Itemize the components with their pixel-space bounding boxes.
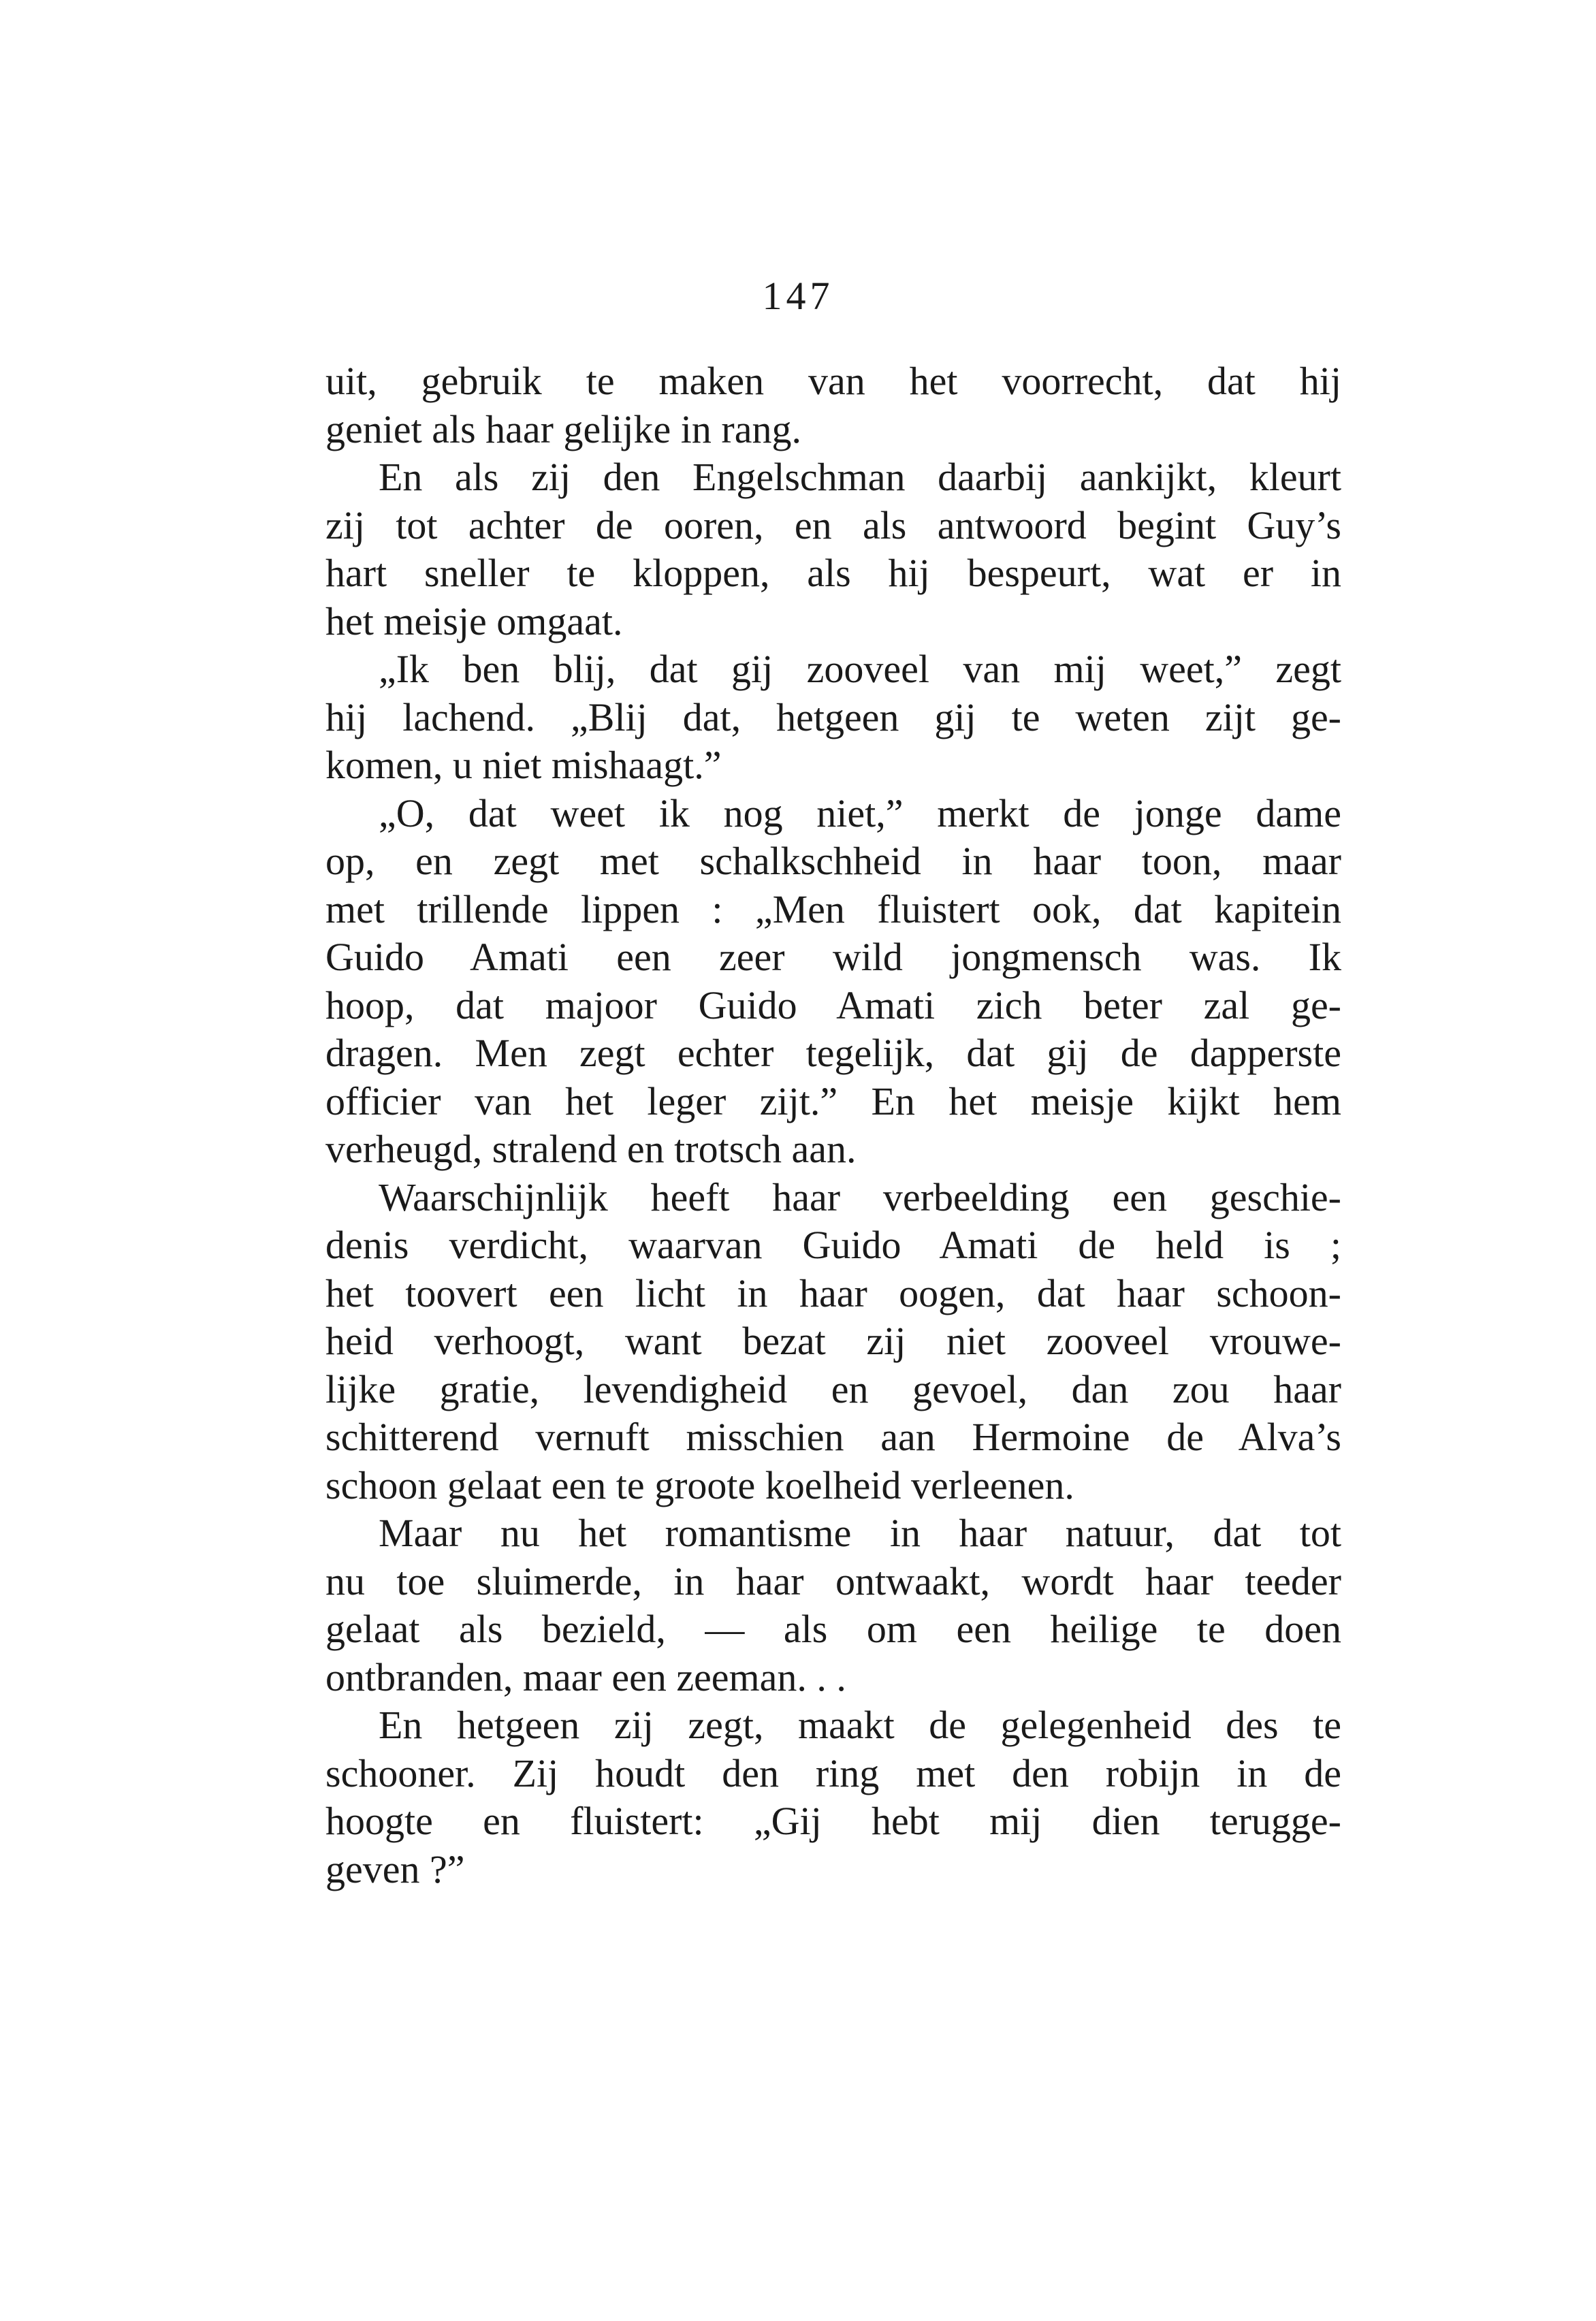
text-line: nu toe sluimerde, in haar ontwaakt, wordt haar teeder	[325, 1558, 1341, 1603]
text-line: „O, dat weet ik nog niet,” merkt de jonge dame	[379, 790, 1341, 835]
text-line: met trillende lippen : „Men fluistert ook, dat kapitein	[325, 886, 1341, 931]
text-line: het toovert een licht in haar oogen, dat haar schoon-	[325, 1270, 1341, 1315]
text-line: op, en zegt met schalkschheid in haar toon, maar	[325, 839, 1341, 883]
text-line: hoogte en fluistert: „Gij hebt mij dien terugge-	[325, 1799, 1341, 1843]
text-line: komen, u niet mishaagt.”	[325, 743, 722, 787]
text-line: denis verdicht, waarvan Guido Amati de held is ;	[325, 1223, 1341, 1267]
text-line: dragen. Men zegt echter tegelijk, dat gij de dapperste	[325, 1031, 1341, 1075]
text-line: En hetgeen zij zegt, maakt de gelegenheid des te	[379, 1703, 1341, 1747]
text-line: Guido Amati een zeer wild jongmensch was. Ik	[325, 935, 1341, 979]
text-line: „Ik ben blij, dat gij zooveel van mij weet,” zegt	[379, 647, 1341, 691]
text-line: hart sneller te kloppen, als hij bespeurt, wat er in	[325, 551, 1341, 595]
text-line: schitterend vernuft misschien aan Hermoine de Alva’s	[325, 1415, 1341, 1459]
text-line: schoon gelaat een te groote koelheid verleenen.	[325, 1462, 1074, 1507]
text-line: gelaat als bezield, — als om een heilige te doen	[325, 1607, 1341, 1651]
page-number: 147	[762, 274, 834, 318]
text-line: hoop, dat majoor Guido Amati zich beter zal ge-	[325, 982, 1341, 1027]
text-line: hij lachend. „Blij dat, hetgeen gij te weten zijt ge-	[325, 694, 1341, 739]
text-line: ontbranden, maar een zeeman. . .	[325, 1654, 846, 1699]
text-line: Maar nu het romantisme in haar natuur, dat tot	[379, 1511, 1341, 1555]
text-line: lijke gratie, levendigheid en gevoel, dan zou haar	[325, 1366, 1341, 1411]
text-line: verheugd, stralend en trotsch aan.	[325, 1127, 857, 1171]
text-line: uit, gebruik te maken van het voorrecht, dat hij	[325, 359, 1341, 403]
text-line: zij tot achter de ooren, en als antwoord begint Guy’s	[325, 502, 1341, 547]
text-line: heid verhoogt, want bezat zij niet zooveel vrouwe-	[325, 1319, 1341, 1363]
text-line: schooner. Zij houdt den ring met den robijn in de	[325, 1750, 1341, 1795]
text-line: En als zij den Engelschman daarbij aankijkt, kleurt	[379, 455, 1341, 499]
text-line: Waarschijnlijk heeft haar verbeelding een geschie-	[379, 1174, 1341, 1219]
text-line: het meisje omgaat.	[325, 598, 623, 643]
text-line: geniet als haar gelijke in rang.	[325, 406, 801, 451]
text-line: geven ?”	[325, 1846, 465, 1891]
body-text	[325, 357, 1341, 1893]
text-line: officier van het leger zijt.” En het meisje kijkt hem	[325, 1078, 1341, 1123]
